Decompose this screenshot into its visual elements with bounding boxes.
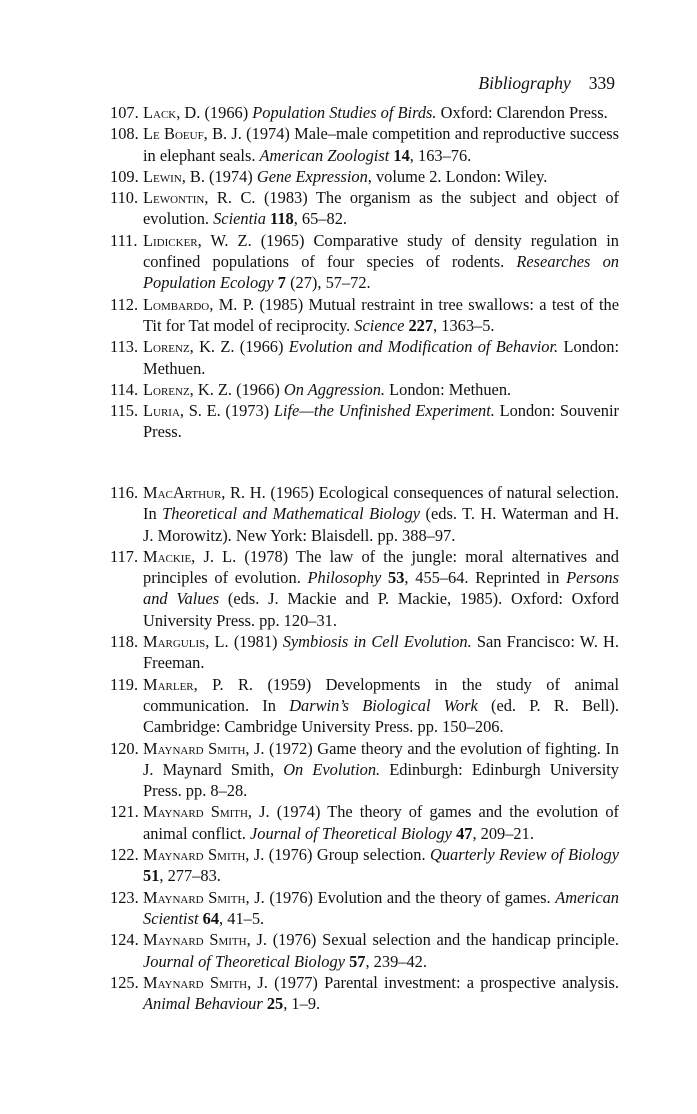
- reference-text: (1974): [204, 166, 257, 186]
- reference-number: 115.: [110, 401, 139, 421]
- reference-number: 111.: [110, 230, 138, 250]
- reference-entry: [110, 801, 619, 844]
- reference-author: Maynard Smith, J.: [143, 845, 265, 865]
- reference-number: 124.: [110, 930, 139, 950]
- reference-entry: [110, 674, 619, 738]
- reference-number: 118.: [110, 632, 139, 652]
- reference-text: (1977) Parental investment: a prospective analysis.: [267, 972, 619, 992]
- reference-text: (1965) Comparative study of density regulation in confined populations of four species of rodents.: [143, 230, 619, 272]
- reference-title: American Zoologist: [259, 145, 390, 165]
- reference-author: Lidicker, W. Z.: [143, 230, 252, 250]
- reference-title: Evolution and Modification of Behavior.: [288, 337, 559, 357]
- reference-text: (1976) Group selection.: [264, 845, 430, 865]
- reference-title: Researches on Population Ecology: [143, 252, 619, 293]
- reference-text: , volume 2. London: Wiley.: [367, 166, 548, 186]
- reference-entry: [110, 166, 619, 187]
- reference-text: London: Souvenir Press.: [143, 401, 620, 442]
- reference-volume: 25: [266, 994, 284, 1014]
- reference-number: 119.: [110, 674, 139, 694]
- reference-title: Life—the Unfinished Experiment.: [273, 401, 495, 421]
- reference-entry: [110, 123, 619, 166]
- reference-text: (1983) The organism as the subject and object of evolution.: [143, 188, 619, 229]
- reference-author: MacArthur, R. H.: [143, 483, 266, 502]
- reference-text: , 239–42.: [365, 951, 427, 971]
- reference-entry: [110, 400, 619, 443]
- reference-text: (1966): [234, 337, 289, 357]
- reference-number: 107.: [110, 103, 139, 122]
- reference-number: 121.: [110, 802, 139, 822]
- reference-author: Mackie, J. L.: [143, 546, 237, 566]
- reference-text: San Francisco: W. H. Freeman.: [143, 632, 619, 673]
- reference-author: Lombardo, M. P.: [143, 294, 255, 314]
- running-head: [478, 72, 615, 94]
- reference-number: 116.: [110, 483, 139, 502]
- reference-title: Population Studies of Birds.: [252, 103, 437, 122]
- reference-number: 125.: [110, 972, 139, 992]
- reference-text: (eds. T. H. Waterman and H. J. Morowitz). New York: Blaisdell. pp. 388–97.: [143, 504, 619, 545]
- reference-text: (1978) The law of the jungle: moral alternatives and principles of evolution.: [143, 546, 619, 588]
- running-head-title: Bibliography: [478, 73, 571, 93]
- reference-title: On Evolution.: [283, 759, 381, 779]
- reference-volume: 14: [393, 145, 410, 165]
- reference-text: , 277–83.: [159, 866, 221, 886]
- reference-entry: [110, 887, 619, 930]
- reference-text: (1965) Ecological consequences of natural selection. In: [143, 483, 619, 524]
- reference-author: Marler, P. R.: [143, 674, 254, 694]
- reference-list-a: [110, 102, 619, 443]
- reference-author: Lack, D.: [143, 103, 201, 122]
- reference-number: 122.: [110, 845, 139, 865]
- reference-author: Maynard Smith, J.: [143, 930, 267, 950]
- reference-entry: [110, 336, 619, 379]
- reference-text: London: Methuen.: [385, 379, 512, 399]
- reference-volume: 47: [456, 823, 473, 843]
- reference-text: (1966): [232, 379, 284, 399]
- reference-text: , 163–76.: [409, 145, 472, 165]
- reference-title: Persons and Values: [143, 568, 619, 609]
- reference-title: On Aggression.: [283, 379, 386, 399]
- reference-number: 108.: [110, 124, 139, 144]
- reference-author: Maynard Smith, J.: [143, 802, 270, 822]
- reference-volume: 118: [270, 209, 294, 229]
- reference-title: Philosophy: [307, 568, 382, 588]
- reference-title: Animal Behaviour: [143, 994, 263, 1014]
- reference-author: Lorenz, K. Z.: [143, 379, 233, 399]
- reference-text: (1972) Game theory and the evolution of fighting. In J. Maynard Smith,: [143, 738, 619, 779]
- reference-text: (27), 57–72.: [285, 273, 371, 293]
- reference-entry: [110, 187, 619, 230]
- reference-text: (eds. J. Mackie and P. Mackie, 1985). Oxford: Oxford University Press. pp. 120–31.: [143, 589, 619, 630]
- reference-text: Oxford: Clarendon Press.: [436, 103, 608, 122]
- reference-title: Quarterly Review of Biology: [429, 845, 619, 865]
- reference-text: (1981): [228, 632, 283, 652]
- reference-text: (ed. P. R. Bell). Cambridge: Cambridge University Press. pp. 150–206.: [143, 695, 619, 737]
- reference-author: Maynard Smith, J.: [143, 887, 265, 907]
- reference-number: 117.: [110, 546, 139, 566]
- reference-text: (1959) Developments in the study of animal communication. In: [143, 674, 619, 715]
- reference-author: Luria, S. E.: [143, 401, 221, 421]
- reference-number: 112.: [110, 294, 139, 314]
- reference-title: American Scientist: [143, 887, 619, 928]
- reference-text: (1974) Male–male competition and reproductive success in elephant seals.: [143, 124, 619, 165]
- reference-entry: [110, 844, 619, 887]
- reference-text: Edinburgh: Edinburgh University Press. pp. 8–28.: [143, 759, 620, 801]
- reference-text: , 1–9.: [283, 994, 321, 1014]
- reference-text: , 209–21.: [472, 823, 534, 843]
- reference-text: , 455–64. Reprinted in: [404, 568, 567, 588]
- reference-volume: 51: [143, 866, 160, 886]
- reference-entry: [110, 102, 619, 123]
- reference-text: (1973): [220, 401, 274, 421]
- reference-text: (1976) Evolution and the theory of games.: [264, 887, 556, 907]
- reference-entry: [110, 546, 619, 631]
- reference-entry: [110, 738, 619, 802]
- reference-title: Journal of Theoretical Biology: [249, 823, 452, 843]
- reference-author: Lewin, B.: [143, 166, 205, 186]
- reference-author: Maynard Smith, J.: [143, 972, 268, 992]
- reference-entry: [110, 972, 619, 1015]
- reference-author: Lorenz, K. Z.: [143, 337, 235, 357]
- reference-entry: [110, 294, 619, 337]
- reference-text: (1974) The theory of games and the evolution of animal conflict.: [143, 802, 619, 843]
- reference-title: Symbiosis in Cell Evolution.: [282, 632, 472, 652]
- reference-number: 110.: [110, 188, 139, 208]
- reference-author: Le Boeuf, B. J.: [143, 124, 242, 144]
- reference-text: (1966): [200, 103, 253, 122]
- reference-title: Journal of Theoretical Biology: [143, 951, 345, 971]
- reference-text: , 1363–5.: [433, 315, 495, 335]
- reference-text: , 65–82.: [293, 209, 347, 229]
- reference-number: 109.: [110, 166, 139, 186]
- reference-title: Scientia: [213, 209, 266, 229]
- reference-entry: [110, 929, 619, 972]
- reference-volume: 227: [408, 315, 434, 335]
- reference-volume: 53: [388, 568, 405, 588]
- reference-entry: [110, 230, 619, 294]
- reference-list-b: [110, 482, 619, 1014]
- reference-volume: 57: [349, 951, 366, 971]
- reference-author: Lewontin, R. C.: [143, 188, 256, 208]
- reference-volume: 64: [202, 908, 220, 928]
- reference-entry: [110, 631, 619, 674]
- reference-entry: [110, 482, 619, 546]
- reference-title: Theoretical and Mathematical Biology: [162, 504, 421, 524]
- reference-volume: 7: [277, 273, 286, 293]
- reference-title: Darwin’s Biological Work: [289, 695, 478, 715]
- reference-number: 114.: [110, 379, 139, 399]
- reference-entry: [110, 379, 619, 400]
- reference-number: 113.: [110, 337, 139, 357]
- reference-title: Science: [354, 315, 405, 335]
- reference-title: Gene Expression: [256, 166, 368, 186]
- reference-text: (1976) Sexual selection and the handicap principle.: [266, 930, 619, 950]
- reference-number: 120.: [110, 738, 139, 758]
- reference-number: 123.: [110, 887, 139, 907]
- page-number: 339: [588, 73, 615, 93]
- reference-text: London: Methuen.: [143, 337, 619, 378]
- reference-text: (1985) Mutual restraint in tree swallows: a test of the Tit for Tat model of reciprocity.: [143, 294, 620, 335]
- reference-text: , 41–5.: [219, 908, 265, 928]
- reference-author: Margulis, L.: [143, 632, 229, 652]
- reference-author: Maynard Smith, J.: [143, 738, 265, 758]
